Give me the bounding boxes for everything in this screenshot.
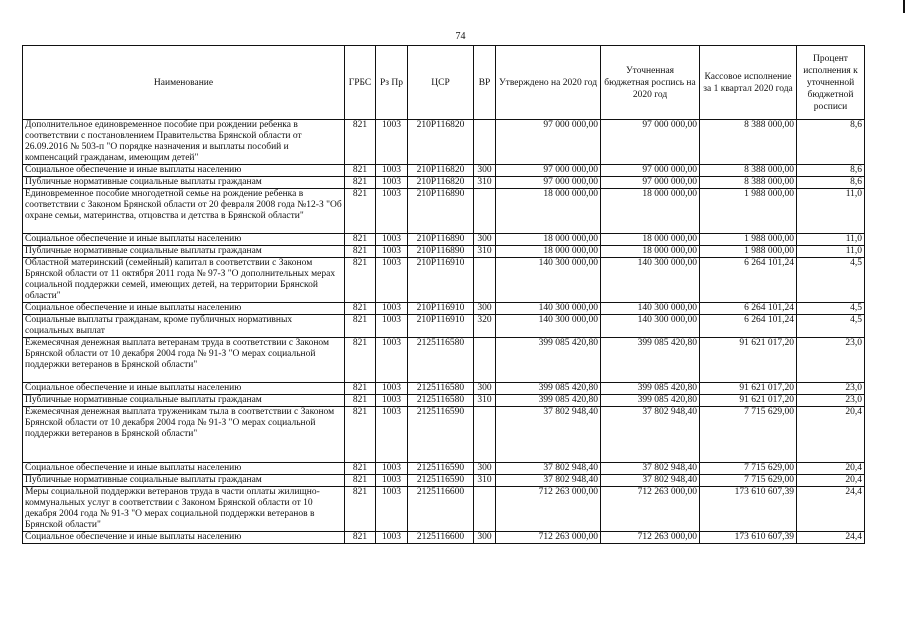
cell-csr: 210P116820 bbox=[408, 120, 474, 165]
cell-rzpr: 1003 bbox=[376, 303, 408, 315]
table-row bbox=[23, 246, 865, 258]
page-number: 74 bbox=[455, 31, 466, 42]
cell-vr: 310 bbox=[474, 246, 496, 258]
header-cash: Кассовое исполнение за 1 квартал 2020 года bbox=[700, 46, 797, 120]
cell-grbs: 821 bbox=[345, 338, 376, 383]
cell-csr: 210P116890 bbox=[408, 189, 474, 234]
cell-approved: 399 085 420,80 bbox=[496, 383, 601, 395]
cell-csr: 210P116890 bbox=[408, 246, 474, 258]
cell-grbs: 821 bbox=[345, 407, 376, 463]
cell-cash: 8 388 000,00 bbox=[700, 120, 797, 165]
cell-percent: 4,5 bbox=[797, 315, 865, 338]
table-row bbox=[23, 487, 865, 532]
table-row bbox=[23, 120, 865, 165]
cell-name: Ежемесячная денежная выплата ветеранам труда в соответствии с Законом Брянской области от 10 декабря 2004 года № 91-З "О мерах социальной поддержки ветеранов в Брянской области" bbox=[23, 338, 345, 383]
cell-revised: 97 000 000,00 bbox=[601, 177, 700, 189]
cell-grbs: 821 bbox=[345, 487, 376, 532]
header-grbs: ГРБС bbox=[345, 46, 376, 120]
table-row bbox=[23, 395, 865, 407]
cell-grbs: 821 bbox=[345, 165, 376, 177]
cell-name: Меры социальной поддержки ветеранов труда в части оплаты жилищно-коммунальных услуг в соответствии с Законом Брянской области от 10 декабря 2004 года № 91-З "О мерах социальной поддержки ветеранов в Брянской области" bbox=[23, 487, 345, 532]
cell-vr: 320 bbox=[474, 315, 496, 338]
cell-cash: 8 388 000,00 bbox=[700, 165, 797, 177]
cell-grbs: 821 bbox=[345, 303, 376, 315]
cell-vr bbox=[474, 120, 496, 165]
cell-vr: 300 bbox=[474, 234, 496, 246]
cell-vr: 310 bbox=[474, 177, 496, 189]
cell-approved: 37 802 948,40 bbox=[496, 463, 601, 475]
cell-rzpr: 1003 bbox=[376, 383, 408, 395]
cell-approved: 399 085 420,80 bbox=[496, 338, 601, 383]
cell-percent: 23,0 bbox=[797, 395, 865, 407]
cell-vr: 300 bbox=[474, 532, 496, 544]
cell-approved: 37 802 948,40 bbox=[496, 475, 601, 487]
cell-vr: 300 bbox=[474, 383, 496, 395]
cell-csr: 2125116590 bbox=[408, 463, 474, 475]
cell-grbs: 821 bbox=[345, 383, 376, 395]
cell-rzpr: 1003 bbox=[376, 234, 408, 246]
cell-rzpr: 1003 bbox=[376, 177, 408, 189]
cell-csr: 210P116910 bbox=[408, 258, 474, 303]
cell-approved: 140 300 000,00 bbox=[496, 303, 601, 315]
cell-approved: 97 000 000,00 bbox=[496, 165, 601, 177]
cell-cash: 6 264 101,24 bbox=[700, 303, 797, 315]
cell-rzpr: 1003 bbox=[376, 246, 408, 258]
cell-approved: 140 300 000,00 bbox=[496, 258, 601, 303]
cell-cash: 7 715 629,00 bbox=[700, 475, 797, 487]
cell-vr bbox=[474, 338, 496, 383]
cell-approved: 140 300 000,00 bbox=[496, 315, 601, 338]
header-revised: Уточненная бюджетная роспись на 2020 год bbox=[601, 46, 700, 120]
cell-rzpr: 1003 bbox=[376, 407, 408, 463]
cell-grbs: 821 bbox=[345, 463, 376, 475]
cell-revised: 399 085 420,80 bbox=[601, 338, 700, 383]
cell-name: Социальное обеспечение и иные выплаты населению bbox=[23, 463, 345, 475]
cell-vr: 310 bbox=[474, 395, 496, 407]
cell-revised: 97 000 000,00 bbox=[601, 120, 700, 165]
cell-percent: 24,4 bbox=[797, 487, 865, 532]
cell-revised: 97 000 000,00 bbox=[601, 165, 700, 177]
table-row bbox=[23, 532, 865, 544]
cell-vr bbox=[474, 407, 496, 463]
cell-name: Социальное обеспечение и иные выплаты населению bbox=[23, 165, 345, 177]
cell-percent: 8,6 bbox=[797, 177, 865, 189]
cell-csr: 210P116820 bbox=[408, 177, 474, 189]
cell-cash: 7 715 629,00 bbox=[700, 407, 797, 463]
header-vr: ВР bbox=[474, 46, 496, 120]
cell-name: Публичные нормативные социальные выплаты гражданам bbox=[23, 475, 345, 487]
cell-cash: 91 621 017,20 bbox=[700, 338, 797, 383]
cell-rzpr: 1003 bbox=[376, 338, 408, 383]
table-row bbox=[23, 189, 865, 234]
cell-approved: 18 000 000,00 bbox=[496, 189, 601, 234]
table-row bbox=[23, 303, 865, 315]
cell-revised: 37 802 948,40 bbox=[601, 475, 700, 487]
table-row bbox=[23, 383, 865, 395]
cell-rzpr: 1003 bbox=[376, 463, 408, 475]
cell-rzpr: 1003 bbox=[376, 395, 408, 407]
table-row bbox=[23, 315, 865, 338]
cell-grbs: 821 bbox=[345, 177, 376, 189]
budget-table bbox=[22, 45, 865, 544]
cell-percent: 11,0 bbox=[797, 234, 865, 246]
cell-approved: 712 263 000,00 bbox=[496, 532, 601, 544]
cell-revised: 37 802 948,40 bbox=[601, 463, 700, 475]
cell-vr bbox=[474, 189, 496, 234]
cell-percent: 8,6 bbox=[797, 120, 865, 165]
cell-csr: 2125116600 bbox=[408, 487, 474, 532]
cell-csr: 2125116580 bbox=[408, 383, 474, 395]
table-row bbox=[23, 407, 865, 463]
cell-cash: 6 264 101,24 bbox=[700, 258, 797, 303]
cell-vr bbox=[474, 258, 496, 303]
header-percent: Процент исполнения к уточненной бюджетной росписи bbox=[797, 46, 865, 120]
cell-grbs: 821 bbox=[345, 189, 376, 234]
cell-csr: 2125116590 bbox=[408, 475, 474, 487]
cell-revised: 399 085 420,80 bbox=[601, 383, 700, 395]
cell-percent: 20,4 bbox=[797, 475, 865, 487]
table-row bbox=[23, 165, 865, 177]
cell-grbs: 821 bbox=[345, 120, 376, 165]
table-row bbox=[23, 463, 865, 475]
cell-cash: 7 715 629,00 bbox=[700, 463, 797, 475]
cell-vr: 300 bbox=[474, 165, 496, 177]
cell-approved: 97 000 000,00 bbox=[496, 177, 601, 189]
cell-cash: 173 610 607,39 bbox=[700, 487, 797, 532]
cell-revised: 140 300 000,00 bbox=[601, 315, 700, 338]
cell-name: Дополнительное единовременное пособие при рождении ребенка в соответствии с постановлением Правительства Брянской области от 26.09.2016 № 503-п "О порядке назначения и выплаты пособий и компенсаций гражданам, имеющим детей" bbox=[23, 120, 345, 165]
cell-rzpr: 1003 bbox=[376, 315, 408, 338]
cell-percent: 4,5 bbox=[797, 258, 865, 303]
cell-grbs: 821 bbox=[345, 315, 376, 338]
cell-rzpr: 1003 bbox=[376, 487, 408, 532]
cell-percent: 8,6 bbox=[797, 165, 865, 177]
cell-csr: 2125116580 bbox=[408, 338, 474, 383]
table-row bbox=[23, 177, 865, 189]
cell-name: Социальное обеспечение и иные выплаты населению bbox=[23, 234, 345, 246]
cell-name: Публичные нормативные социальные выплаты гражданам bbox=[23, 395, 345, 407]
cell-approved: 399 085 420,80 bbox=[496, 395, 601, 407]
cell-rzpr: 1003 bbox=[376, 258, 408, 303]
cell-approved: 18 000 000,00 bbox=[496, 234, 601, 246]
table-row bbox=[23, 258, 865, 303]
cell-cash: 1 988 000,00 bbox=[700, 189, 797, 234]
cell-grbs: 821 bbox=[345, 246, 376, 258]
cell-vr: 300 bbox=[474, 303, 496, 315]
cell-cash: 1 988 000,00 bbox=[700, 246, 797, 258]
cell-name: Социальное обеспечение и иные выплаты населению bbox=[23, 532, 345, 544]
cell-name: Областной материнский (семейный) капитал в соответствии с Законом Брянской области от 11 октября 2011 года № 97-З "О дополнительных мерах социальной поддержки семей, имеющих детей, на территории Брянской области" bbox=[23, 258, 345, 303]
cell-revised: 140 300 000,00 bbox=[601, 303, 700, 315]
cell-csr: 210P116910 bbox=[408, 303, 474, 315]
cell-cash: 91 621 017,20 bbox=[700, 383, 797, 395]
cell-grbs: 821 bbox=[345, 258, 376, 303]
cell-revised: 712 263 000,00 bbox=[601, 532, 700, 544]
cell-revised: 712 263 000,00 bbox=[601, 487, 700, 532]
cell-name: Публичные нормативные социальные выплаты гражданам bbox=[23, 177, 345, 189]
cell-percent: 20,4 bbox=[797, 407, 865, 463]
table-row bbox=[23, 234, 865, 246]
cell-vr: 310 bbox=[474, 475, 496, 487]
cell-revised: 18 000 000,00 bbox=[601, 246, 700, 258]
cell-percent: 11,0 bbox=[797, 246, 865, 258]
header-csr: ЦСР bbox=[408, 46, 474, 120]
cell-cash: 8 388 000,00 bbox=[700, 177, 797, 189]
cell-grbs: 821 bbox=[345, 395, 376, 407]
cell-name: Социальное обеспечение и иные выплаты населению bbox=[23, 383, 345, 395]
cell-name: Единовременное пособие многодетной семье на рождение ребенка в соответствии с Законом Брянской области от 20 февраля 2008 года №12-З "Об охране семьи, материнства, отцовства и детства в Брянской области" bbox=[23, 189, 345, 234]
cell-csr: 2125116600 bbox=[408, 532, 474, 544]
table-body bbox=[23, 120, 865, 544]
cell-rzpr: 1003 bbox=[376, 120, 408, 165]
cell-revised: 140 300 000,00 bbox=[601, 258, 700, 303]
cell-vr bbox=[474, 487, 496, 532]
cell-grbs: 821 bbox=[345, 475, 376, 487]
cell-percent: 4,5 bbox=[797, 303, 865, 315]
table-header-row bbox=[23, 46, 865, 120]
cell-name: Социальные выплаты гражданам, кроме публичных нормативных социальных выплат bbox=[23, 315, 345, 338]
header-rzpr: Рз Пр bbox=[376, 46, 408, 120]
cell-rzpr: 1003 bbox=[376, 165, 408, 177]
cell-cash: 91 621 017,20 bbox=[700, 395, 797, 407]
cell-csr: 210P116820 bbox=[408, 165, 474, 177]
table-row bbox=[23, 475, 865, 487]
cell-percent: 11,0 bbox=[797, 189, 865, 234]
cell-csr: 210P116890 bbox=[408, 234, 474, 246]
cell-csr: 2125116590 bbox=[408, 407, 474, 463]
cell-rzpr: 1003 bbox=[376, 532, 408, 544]
cell-vr: 300 bbox=[474, 463, 496, 475]
cell-approved: 712 263 000,00 bbox=[496, 487, 601, 532]
cell-percent: 20,4 bbox=[797, 463, 865, 475]
cell-revised: 18 000 000,00 bbox=[601, 189, 700, 234]
cell-percent: 23,0 bbox=[797, 338, 865, 383]
cell-name: Публичные нормативные социальные выплаты гражданам bbox=[23, 246, 345, 258]
cell-revised: 37 802 948,40 bbox=[601, 407, 700, 463]
cell-cash: 173 610 607,39 bbox=[700, 532, 797, 544]
cell-rzpr: 1003 bbox=[376, 475, 408, 487]
header-name: Наименование bbox=[23, 46, 345, 120]
header-approved: Утверждено на 2020 год bbox=[496, 46, 601, 120]
cell-percent: 23,0 bbox=[797, 383, 865, 395]
cell-grbs: 821 bbox=[345, 234, 376, 246]
table-row bbox=[23, 338, 865, 383]
cell-name: Социальное обеспечение и иные выплаты населению bbox=[23, 303, 345, 315]
cell-percent: 24,4 bbox=[797, 532, 865, 544]
cell-cash: 6 264 101,24 bbox=[700, 315, 797, 338]
cell-revised: 18 000 000,00 bbox=[601, 234, 700, 246]
cell-csr: 210P116910 bbox=[408, 315, 474, 338]
cell-grbs: 821 bbox=[345, 532, 376, 544]
cell-approved: 18 000 000,00 bbox=[496, 246, 601, 258]
cell-cash: 1 988 000,00 bbox=[700, 234, 797, 246]
cell-name: Ежемесячная денежная выплата труженикам тыла в соответствии с Законом Брянской области от 10 декабря 2004 года № 91-З "О мерах социальной поддержки ветеранов в Брянской области" bbox=[23, 407, 345, 463]
cell-approved: 37 802 948,40 bbox=[496, 407, 601, 463]
cell-approved: 97 000 000,00 bbox=[496, 120, 601, 165]
cell-revised: 399 085 420,80 bbox=[601, 395, 700, 407]
cell-rzpr: 1003 bbox=[376, 189, 408, 234]
cell-csr: 2125116580 bbox=[408, 395, 474, 407]
